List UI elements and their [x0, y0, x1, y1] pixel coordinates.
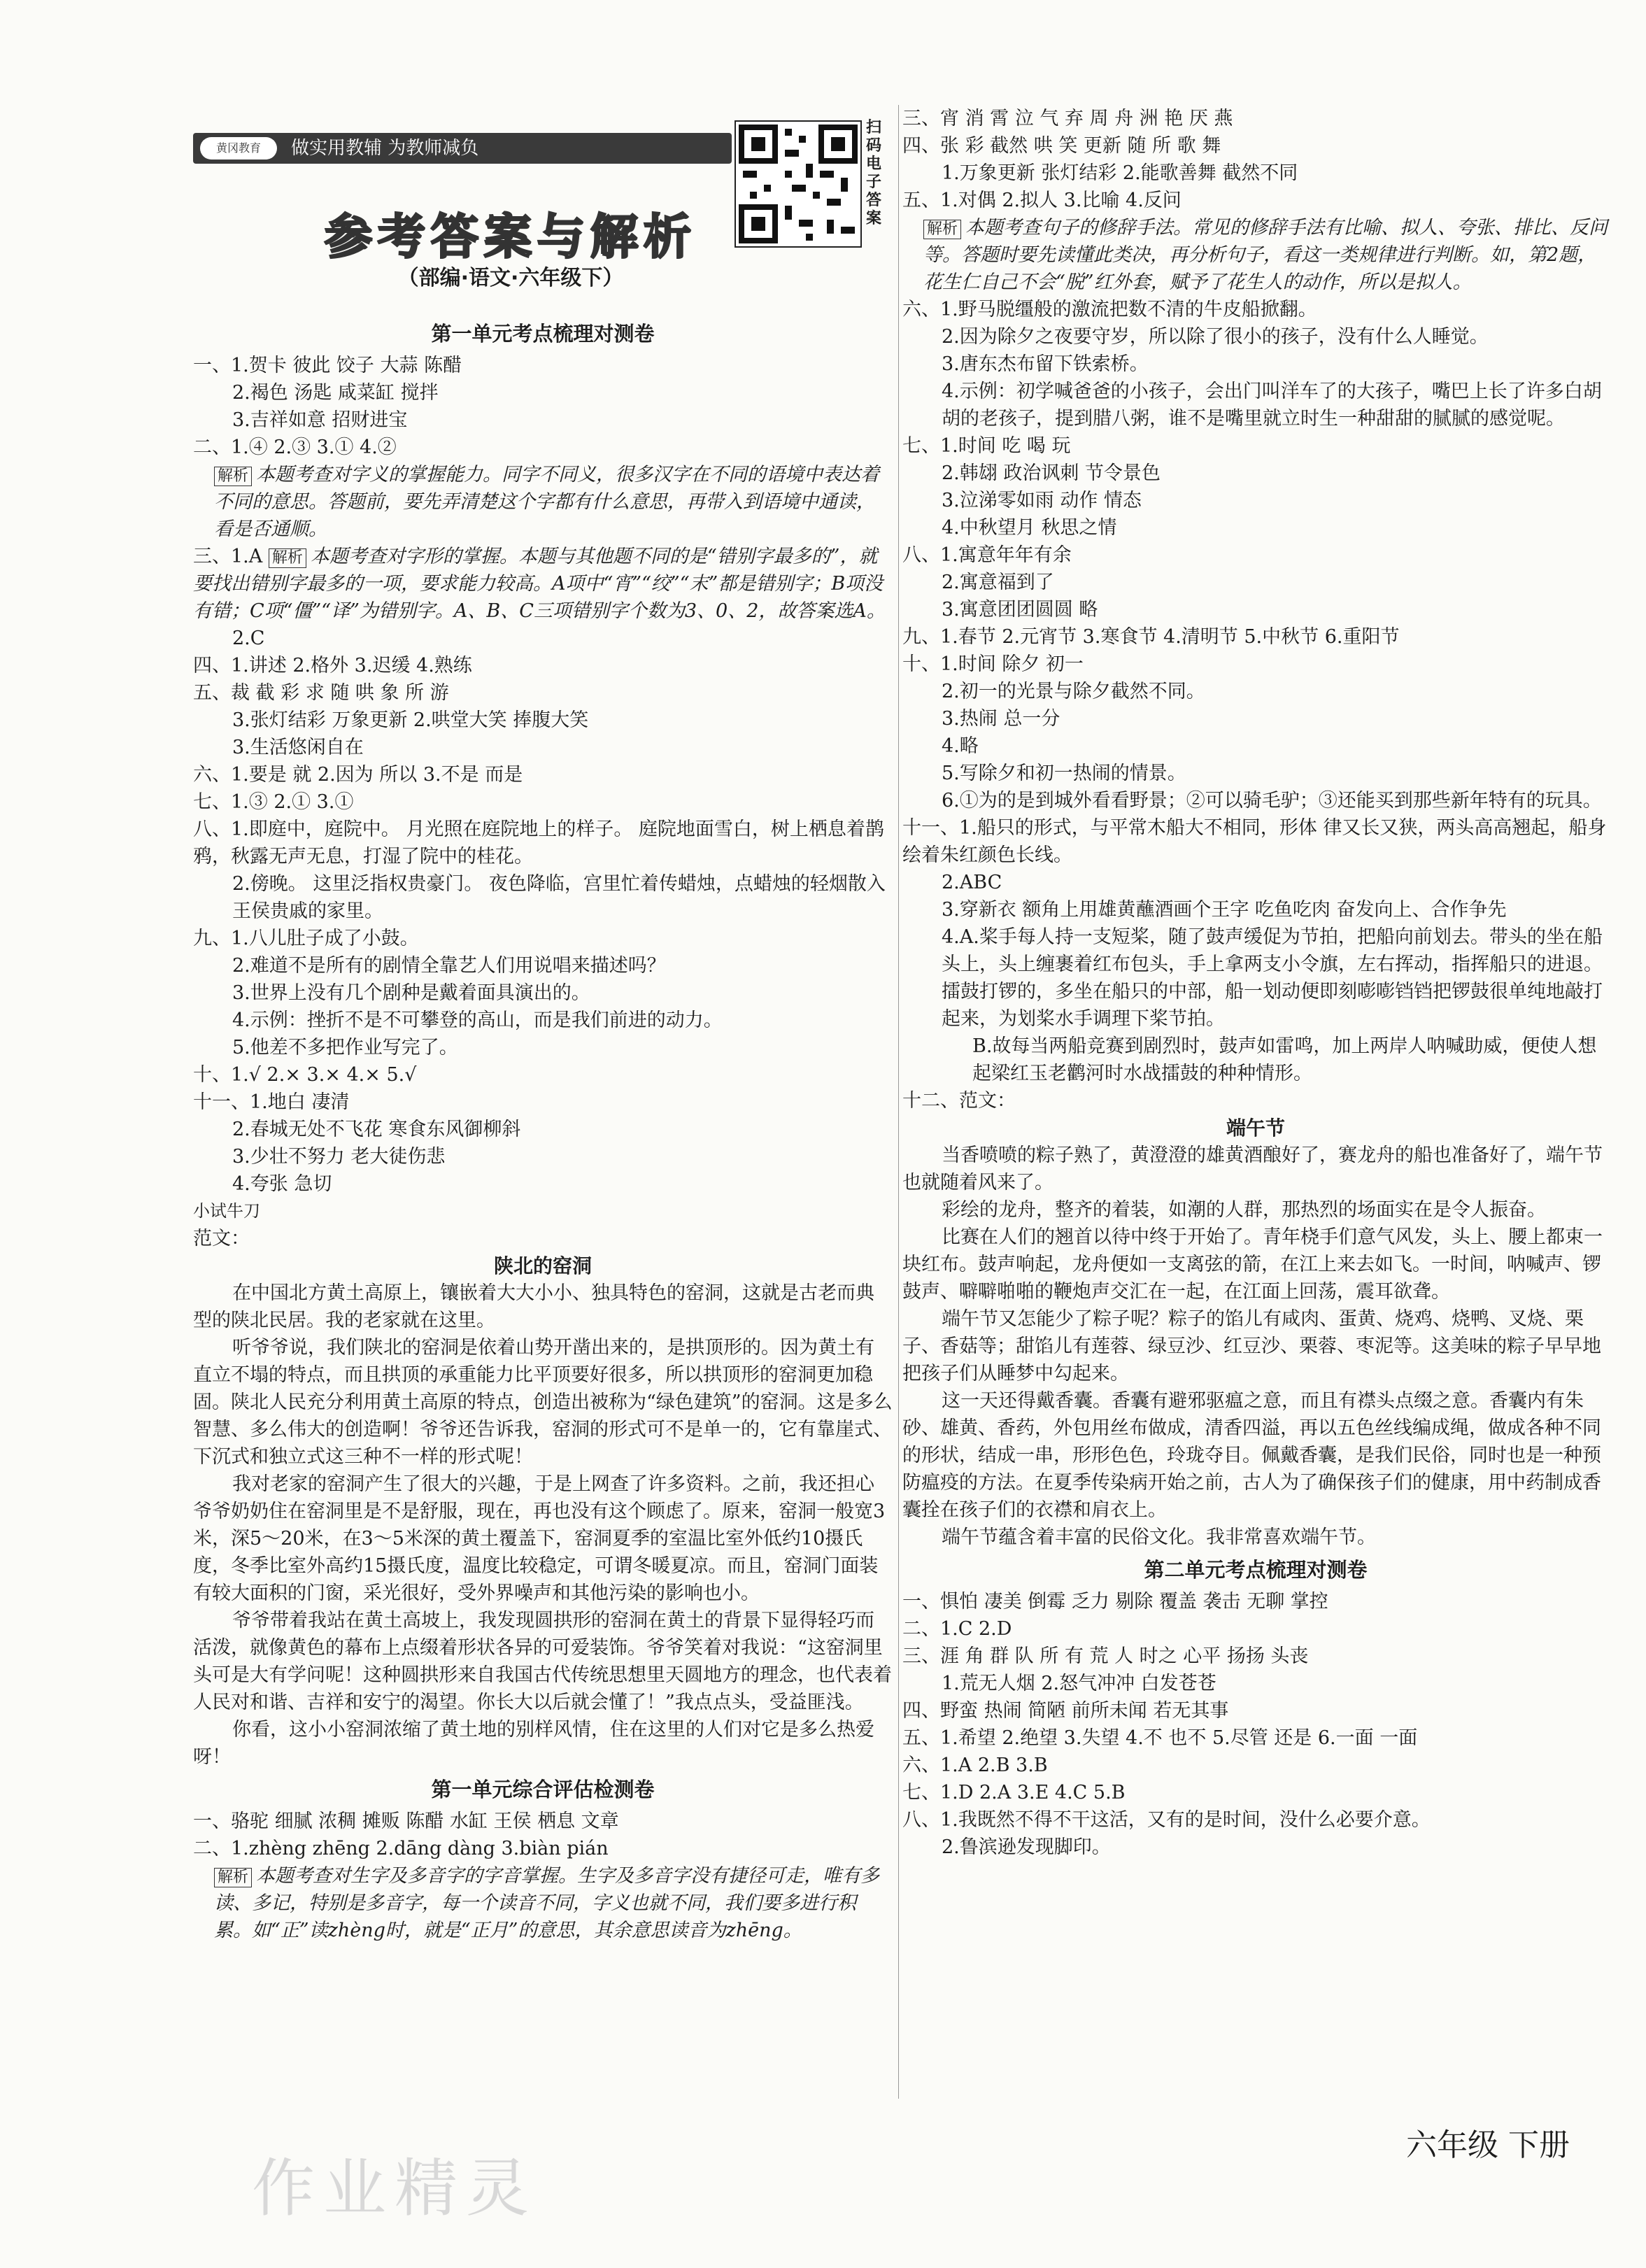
- answer-line: 4.示例：挫折不是不可攀登的高山，而是我们前进的动力。: [232, 1009, 723, 1031]
- answer-line: 九、1.八儿肚子成了小鼓。: [193, 928, 419, 949]
- essay-paragraph: 你看，这小小窑洞浓缩了黄土地的别样风情，住在这里的人们对它是多么热爱呀！: [193, 1719, 874, 1768]
- answer-line: 十、1.√ 2.× 3.× 4.× 5.√: [193, 1064, 417, 1086]
- answer-line: 八、1.即庭中，庭院中。 月光照在庭院地上的样子。 庭院地面雪白，树上栖息着鹊鸦，秋露无声无息，打湿了院中的桂花。: [193, 818, 884, 867]
- answer-line: B.故每当两船竞赛到剧烈时，鼓声如雷鸣，加上两岸人呐喊助威，便使人想起梁红玉老鹳河时水战擂鼓的种种情形。: [972, 1035, 1597, 1084]
- section-title: 第一单元考点梳理对测卷: [431, 322, 655, 346]
- answer-line: 二、1.zhèng zhēng 2.dāng dàng 3.biàn pián: [193, 1838, 609, 1859]
- page-title: 参考答案与解析: [324, 210, 697, 265]
- essay-paragraph: 当香喷喷的粽子熟了，黄澄澄的雄黄酒酿好了，赛龙舟的船也准备好了，端午节也就随着风来了。: [902, 1144, 1603, 1193]
- answer-line: 3.少壮不努力 老大徒伤悲: [232, 1146, 446, 1168]
- answer-line: 2.ABC: [942, 872, 1002, 893]
- answer-line: 3.吉祥如意 招财进宝: [232, 409, 408, 431]
- answer-line: 范文：: [193, 1228, 250, 1249]
- section-title: 第一单元综合评估检测卷: [431, 1778, 655, 1801]
- essay-paragraph: 彩绘的龙舟，整齐的着装，如潮的人群，那热烈的场面实在是令人振奋。: [942, 1199, 1546, 1221]
- answer-line: 四、1.讲述 2.格外 3.迟缓 4.熟练: [193, 655, 472, 676]
- answer-line: 3.热闹 总一分: [942, 708, 1060, 730]
- answer-line: 三、涯 角 群 队 所 有 荒 人 时之 心平 扬扬 头丧: [902, 1645, 1309, 1667]
- answer-line: 八、1.我既然不得不干这活，又有的是时间，没什么必要介意。: [902, 1809, 1431, 1831]
- answer-line: 五、1.对偶 2.拟人 3.比喻 4.反问: [902, 190, 1182, 211]
- essay-paragraph: 端午节又怎能少了粽子呢？粽子的馅儿有咸肉、蛋黄、烧鸡、烧鸭、叉烧、栗子、香菇等；甜馅儿有莲蓉、绿豆沙、红豆沙、栗蓉、枣泥等。这美味的粽子早早地把孩子们从睡梦中勾起来。: [902, 1308, 1601, 1384]
- answer-line: 六、1.A 2.B 3.B: [902, 1755, 1048, 1776]
- essay-paragraph: 爷爷带着我站在黄土高坡上，我发现圆拱形的窑洞在黄土的背景下显得轻巧而活泼，就像黄色的幕布上点缀着形状各异的可爱装饰。爷爷笑着对我说：“这窑洞里头可是大有学问呢！这种圆拱形来自我国古代传统思想里天圆地方的理念，也代表着人民对和谐、吉祥和安宁的渴望。你长大以后就会懂了！”我点点头，受益匪浅。: [193, 1610, 892, 1713]
- answer-line: 一、惧怕 凄美 倒霉 乏力 剔除 覆盖 袭击 无聊 掌控: [902, 1591, 1328, 1613]
- answer-line: 七、1.时间 吃 喝 玩: [902, 435, 1071, 457]
- answer-line: 4.示例：初学喊爸爸的小孩子，会出门叫洋车了的大孩子，嘴巴上长了许多白胡胡的老孩子，提到腊八粥，谁不是嘴里就立时生一种甜甜的腻腻的感觉呢。: [942, 381, 1602, 430]
- explanation: 解析 本题考查对字义的掌握能力。同字不同义，很多汉字在不同的语境中表达着不同的意思。答题前，要先弄清楚这个字都有什么意思，再带入到语境中通读，看是否通顺。: [214, 464, 880, 540]
- essay-paragraph: 比赛在人们的翘首以待中终于开始了。青年桡手们意气风发，头上、腰上都束一块红布。鼓声响起，龙舟便如一支离弦的箭，在江上来去如飞。一时间，呐喊声、锣鼓声、噼噼啪啪的鞭炮声交汇在一起，在江面上回荡，震耳欲聋。: [902, 1226, 1603, 1303]
- answer-line: 6.①为的是到城外看看野景；②可以骑毛驴；③还能买到那些新年特有的玩具。: [942, 790, 1602, 811]
- answer-line: 2.寓意福到了: [942, 572, 1054, 593]
- essay-paragraph: 听爷爷说，我们陕北的窑洞是依着山势开凿出来的，是拱顶形的。因为黄土有直立不塌的特点，而且拱顶的承重能力比平顶要好很多，所以拱顶形的窑洞更加稳固。陕北人民充分利用黄土高原的特点，创造出被称为“绿色建筑”的窑洞。这是多么智慧、多么伟大的创造啊！爷爷还告诉我，窑洞的形式可不是单一的，它有靠崖式、下沉式和独立式这三种不一样的形式呢！: [193, 1337, 893, 1468]
- answer-line: 3.世界上没有几个剧种是戴着面具演出的。: [232, 982, 590, 1004]
- answer-line: 一、1.贺卡 彼此 饺子 大蒜 陈醋: [193, 355, 462, 376]
- note-tag: 解析: [214, 1868, 252, 1887]
- answer-line: 三、1.A 解析 本题考查对字形的掌握。本题与其他题不同的是“错别字最多的”，就要找出错别字最多的一项，要求能力较高。A项中“宵”“绞”“末”都是错别字；B项没有错；C项“僵”“译”为错别字。A、B、C三项错别字个数为3、0、2，故答案选A。: [193, 546, 886, 622]
- answer-line: 六、1.要是 就 2.因为 所以 3.不是 而是: [193, 764, 523, 786]
- answer-line: 3.寓意团团圆圆 略: [942, 599, 1098, 621]
- answer-line: 3.张灯结彩 万象更新 2.哄堂大笑 捧腹大笑: [232, 709, 589, 731]
- answer-line: 五、1.希望 2.绝望 3.失望 4.不 也不 5.尽管 还是 6.一面 一面: [902, 1727, 1418, 1749]
- essay-paragraph: 在中国北方黄土高原上，镶嵌着大大小小、独具特色的窑洞，这就是古老而典型的陕北民居。我的老家就在这里。: [193, 1282, 874, 1331]
- answer-line: 2.鲁滨逊发现脚印。: [942, 1836, 1111, 1858]
- answer-line: 4.A.桨手每人持一支短桨，随了鼓声缓促为节拍，把船向前划去。带头的坐在船头上，头上缠裹着红布包头，手上拿两支小令旗，左右挥动，指挥船只的进退。擂鼓打锣的，多坐在船只的中部，船一划动便即刻嘭嘭铛铛把锣鼓很单纯地敲打起来，为划桨水手调理下桨节拍。: [942, 926, 1603, 1030]
- answer-line: 3.穿新衣 额角上用雄黄蘸酒画个王字 吃鱼吃肉 奋发向上、合作争先: [942, 899, 1507, 921]
- column-divider: [898, 105, 899, 2099]
- explanation: 解析 本题考查句子的修辞手法。常见的修辞手法有比喻、拟人、夸张、排比、反问等。答题时要先读懂此类决，再分析句子，看这一类规律进行判断。如，第2题，花生仁自己不会“脱”红外套，赋予了花生人的动作，所以是拟人。: [923, 217, 1608, 293]
- answer-line: 2.春城无处不飞花 寒食东风御柳斜: [232, 1119, 521, 1140]
- answer-line: 八、1.寓意年年有余: [902, 544, 1072, 566]
- answer-line: 5.他差不多把作业写完了。: [232, 1037, 458, 1058]
- answer-line: 2.褐色 汤匙 咸菜缸 搅拌: [232, 382, 439, 404]
- answer-line: 一、骆驼 细腻 浓稠 摊贩 陈醋 水缸 王侯 栖息 文章: [193, 1810, 619, 1832]
- qr-code-icon[interactable]: [735, 120, 862, 248]
- answer-line: 4.略: [942, 735, 979, 757]
- right-column: [902, 105, 1609, 1861]
- answer-line: 2.因为除夕之夜要守岁，所以除了很小的孩子，没有什么人睡觉。: [942, 326, 1489, 348]
- note-tag: 解析: [214, 467, 252, 486]
- essay-title: 陕北的窑洞: [493, 1254, 592, 1277]
- answer-line: 三、宵 消 霄 泣 气 弃 周 舟 洲 艳 厌 燕: [902, 108, 1233, 129]
- answer-line: 4.夸张 急切: [232, 1173, 332, 1195]
- answer-line: 十、1.时间 除夕 初一: [902, 653, 1084, 675]
- answer-line: 六、1.野马脱缰般的激流把数不清的牛皮船掀翻。: [902, 299, 1317, 320]
- answer-line: 五、裁 截 彩 求 随 哄 象 所 游: [193, 682, 449, 704]
- left-column: [193, 315, 893, 1944]
- grade-label: 六年级 下册: [1406, 2127, 1570, 2163]
- qr-label: 扫码电子答案: [866, 119, 882, 227]
- answer-line: 2.初一的光景与除夕截然不同。: [942, 681, 1205, 702]
- answer-line: 七、1.③ 2.① 3.①: [193, 791, 354, 813]
- answer-line: 3.唐东杰布留下铁索桥。: [942, 353, 1149, 375]
- answer-line: 四、张 彩 截然 哄 笑 更新 随 所 歌 舞: [902, 135, 1221, 157]
- slogan: 做实用教辅 为教师减负: [291, 138, 479, 159]
- answer-line: 小试牛刀: [193, 1201, 260, 1221]
- answer-line: 3.生活悠闲自在: [232, 737, 364, 758]
- answer-line: 2.C: [232, 628, 265, 649]
- answer-line: 2.傍晚。 这里泛指权贵豪门。 夜色降临，宫里忙着传蜡烛，点蜡烛的轻烟散入王侯贵戚的家里。: [232, 873, 886, 922]
- answer-line: 1.荒无人烟 2.怒气冲冲 白发苍苍: [942, 1673, 1216, 1694]
- answer-line: 十二、范文：: [902, 1090, 1016, 1112]
- answer-line: 4.中秋望月 秋思之情: [942, 517, 1117, 539]
- watermark: 作业精灵: [252, 2152, 537, 2225]
- answer-line: 2.韩翃 政治讽刺 节令景色: [942, 462, 1161, 484]
- answer-line: 四、野蛮 热闹 简陋 前所未闻 若无其事: [902, 1700, 1229, 1722]
- note-tag: 解析: [923, 220, 961, 239]
- answer-line: 5.写除夕和初一热闹的情景。: [942, 763, 1186, 784]
- answer-line: 2.难道不是所有的剧情全靠艺人们用说唱来描述吗？: [232, 955, 666, 977]
- answer-line: 十一、1.船只的形式，与平常木船大不相同，形体 律又长又狭，两头高高翘起，船身绘着朱红颜色长线。: [902, 817, 1607, 866]
- essay-paragraph: 端午节蕴含着丰富的民俗文化。我非常喜欢端午节。: [942, 1526, 1376, 1548]
- essay-paragraph: 这一天还得戴香囊。香囊有避邪驱瘟之意，而且有襟头点缀之意。香囊内有朱砂、雄黄、香药，外包用丝布做成，清香四溢，再以五色丝线编成绳，做成各种不同的形状，结成一串，形形色色，玲珑夺目。佩戴香囊，是我们民俗，同时也是一种预防瘟疫的方法。在夏季传染病开始之前，古人为了确保孩子们的健康，用中药制成香囊拴在孩子们的衣襟和肩衣上。: [902, 1390, 1601, 1521]
- page-subtitle: （部编·语文·六年级下）: [397, 266, 624, 290]
- essay-title: 端午节: [1226, 1117, 1285, 1140]
- answer-line: 1.万象更新 张灯结彩 2.能歌善舞 截然不同: [942, 162, 1298, 184]
- answer-line: 3.泣涕零如雨 动作 情态: [942, 490, 1142, 511]
- answer-line: 九、1.春节 2.元宵节 3.寒食节 4.清明节 5.中秋节 6.重阳节: [902, 626, 1400, 648]
- publisher-logo: 黄冈教育: [200, 137, 277, 160]
- explanation: 解析 本题考查对生字及多音字的字音掌握。生字及多音字没有捷径可走，唯有多读、多记，特别是多音字，每一个读音不同，字义也就不同，我们要多进行积累。如“正”读zhèng时，就是“正月”的意思，其余意思读音为zhēng。: [214, 1865, 880, 1941]
- note-tag: 解析: [269, 548, 306, 568]
- section-title: 第二单元考点梳理对测卷: [1144, 1558, 1368, 1582]
- answer-line: 二、1.④ 2.③ 3.① 4.②: [193, 437, 397, 458]
- answer-line: 二、1.C 2.D: [902, 1618, 1012, 1640]
- answer-line: 七、1.D 2.A 3.E 4.C 5.B: [902, 1782, 1126, 1803]
- header-banner: [193, 133, 732, 164]
- essay-paragraph: 我对老家的窑洞产生了很大的兴趣，于是上网查了许多资料。之前，我还担心爷爷奶奶住在窑洞里是不是舒服，现在，再也没有这个顾虑了。原来，窑洞一般宽3米，深5～20米，在3～5米深的黄土覆盖下，窑洞夏季的室温比室外低约10摄氏度，冬季比室外高约15摄氏度，温度比较稳定，可谓冬暖夏凉。而且，窑洞门面装有较大面积的门窗，采光很好，受外界噪声和其他污染的影响也小。: [193, 1473, 886, 1604]
- answer-line: 十一、1.地白 凄清: [193, 1091, 350, 1113]
